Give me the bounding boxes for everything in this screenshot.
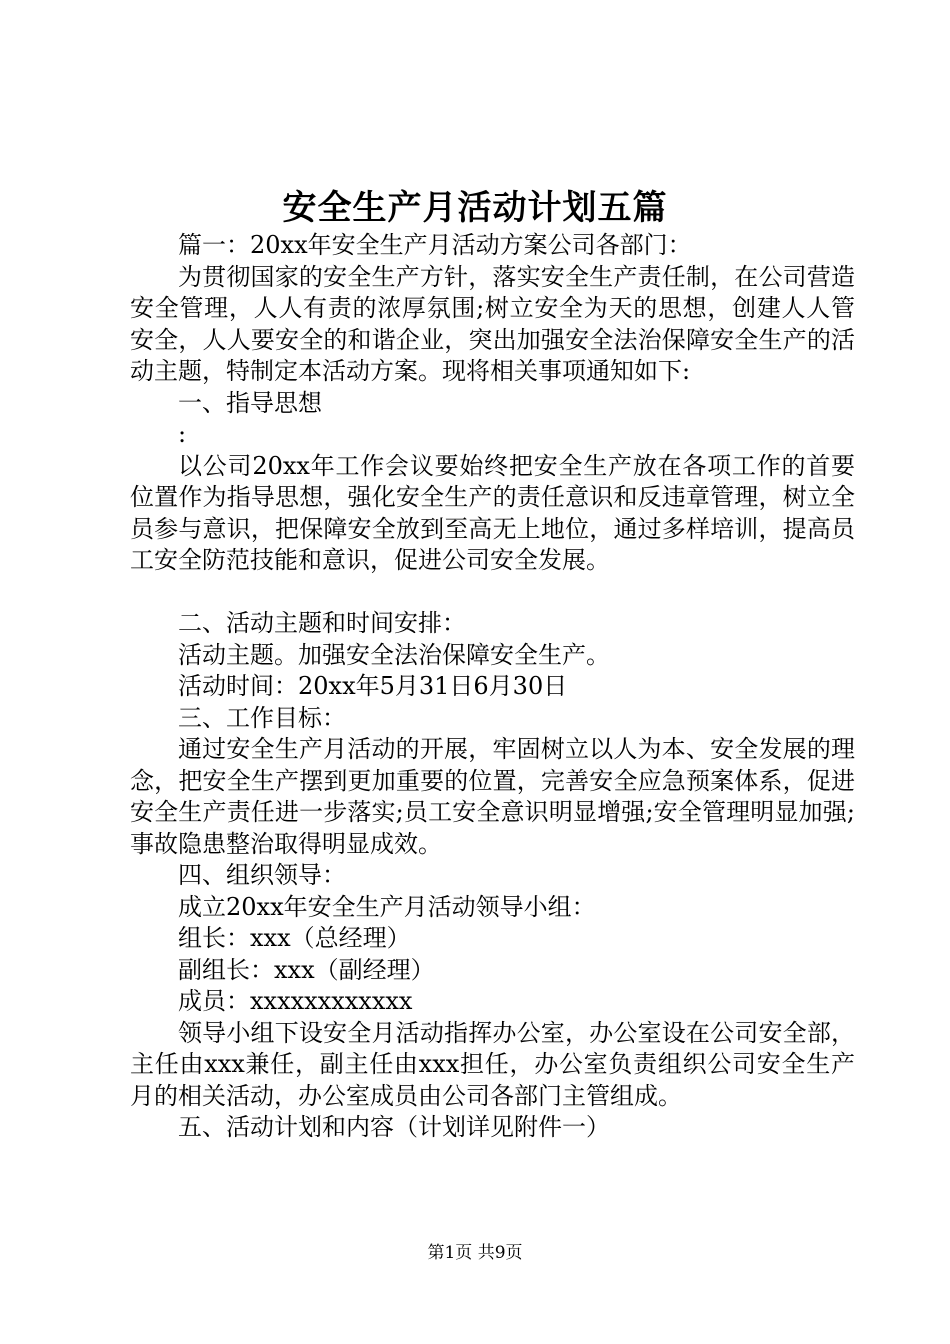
heading-guiding-thought: 一、指导思想 xyxy=(178,388,322,417)
heading-work-goals: 三、工作目标： xyxy=(178,703,346,732)
paragraph-group-leader: 组长：xxx（总经理） xyxy=(178,924,411,952)
paragraph-work-goals: 通过安全生产月活动的开展，牢固树立以人为本、安全发展的理念，把安全生产摆到更加重要的位置，完善安全应急预案体系，促进安全生产责任进一步落实;员工安全意识明显增强;安全管理明显加强;事故隐患整治取得明显成效。 xyxy=(130,735,855,858)
heading-activity-plan: 五、活动计划和内容（计划详见附件一） xyxy=(178,1113,610,1141)
paragraph-spacer xyxy=(130,577,855,609)
paragraph-time: 活动时间：20xx年5月31日6月30日 xyxy=(178,672,568,700)
paragraph-colon: : xyxy=(178,420,187,448)
paragraph-purpose: 为贯彻国家的安全生产方针，落实安全生产责任制，在公司营造安全管理，人人有责的浓厚氛围;树立安全为天的思想，创建人人管安全，人人要安全的和谐企业，突出加强安全法治保障安全生产的活动主题，特制定本活动方案。现将相关事项通知如下: xyxy=(130,262,855,385)
document-title: 安全生产月活动计划五篇 xyxy=(282,188,668,228)
paragraph-members: 成员：xxxxxxxxxxxx xyxy=(178,987,413,1015)
page-number-footer: 第1页 共9页 xyxy=(427,1243,523,1263)
paragraph-intro: 篇一：20xx年安全生产月活动方案公司各部门： xyxy=(178,231,692,259)
paragraph-deputy-leader: 副组长：xxx（副经理） xyxy=(178,955,435,984)
heading-theme-schedule: 二、活动主题和时间安排： xyxy=(178,609,466,637)
document-body xyxy=(130,230,855,1144)
paragraph-theme: 活动主题。加强安全法治保障安全生产。 xyxy=(178,640,610,669)
paragraph-office: 领导小组下设安全月活动指挥办公室，办公室设在公司安全部，主任由xxx兼任，副主任由xxx担任，办公室负责组织公司安全生产月的相关活动，办公室成员由公司各部门主管组成。 xyxy=(130,1018,855,1110)
paragraph-guiding-thought: 以公司20xx年工作会议要始终把安全生产放在各项工作的首要位置作为指导思想，强化安全生产的责任意识和反违章管理，树立全员参与意识，把保障安全放到至高无上地位，通过多样培训，提高员工安全防范技能和意识，促进公司安全发展。 xyxy=(130,451,855,574)
heading-leadership: 四、组织领导： xyxy=(178,861,346,889)
paragraph-leadership-group: 成立20xx年安全生产月活动领导小组： xyxy=(178,892,596,921)
